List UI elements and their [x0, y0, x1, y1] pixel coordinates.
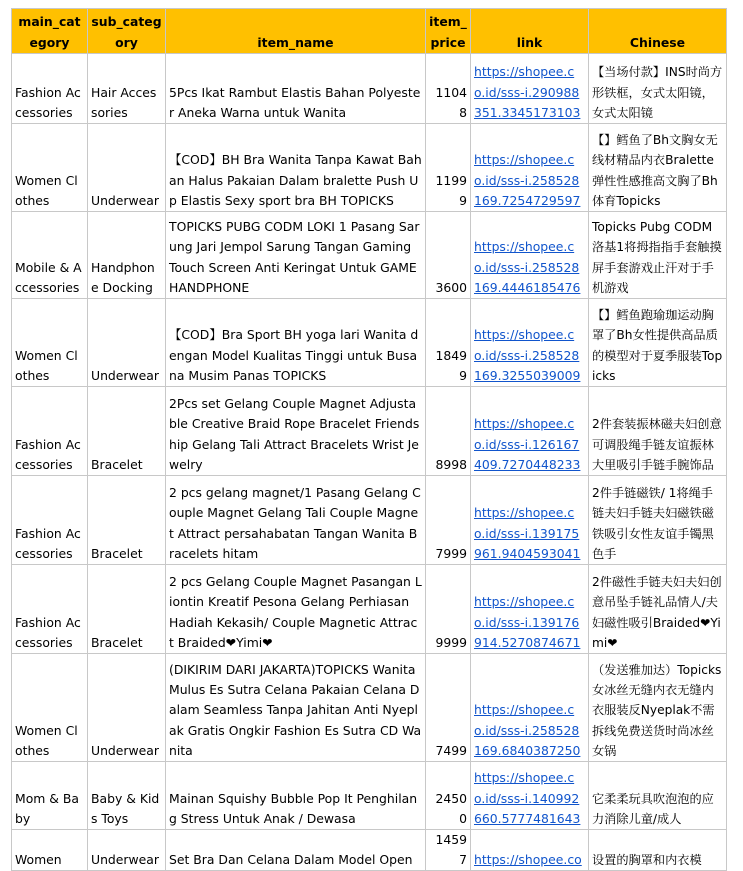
item-name-cell[interactable]: 2 pcs Gelang Couple Magnet Pasangan Liontin Kreatif Pesona Gelang Perhiasan Hadiah Kekasih/ Couple Magnetic Attract Braided❤Yimi❤: [166, 565, 426, 654]
main-category-cell[interactable]: Fashion Accessories: [12, 476, 88, 565]
table-row: [12, 387, 727, 476]
link-cell[interactable]: [471, 212, 589, 299]
table-row: [12, 212, 727, 299]
chinese-cell[interactable]: 2件磁性手链夫妇夫妇创意吊坠手链礼品情人/夫妇磁性吸引Braided❤Yimi❤: [589, 565, 727, 654]
sub-category-cell[interactable]: Bracelet: [88, 387, 166, 476]
header-item-name[interactable]: item_name: [166, 9, 426, 54]
link-cell[interactable]: [471, 762, 589, 830]
item-price-cell[interactable]: 14597: [426, 830, 471, 871]
product-link[interactable]: https://shopee.co.id/sss-i.139176914.5270874671: [474, 594, 581, 650]
link-cell[interactable]: [471, 54, 589, 124]
table-row: [12, 654, 727, 762]
item-name-cell[interactable]: Mainan Squishy Bubble Pop It Penghilang Stress Untuk Anak / Dewasa: [166, 762, 426, 830]
table-row: [12, 299, 727, 387]
chinese-cell[interactable]: 【当场付款】INS时尚方形铁框，女式太阳镜，女式太阳镜: [589, 54, 727, 124]
chinese-cell[interactable]: 【】鳕鱼了Bh文胸女无线材精品内衣Bralette弹性性感推高文胸了Bh体育Topicks: [589, 124, 727, 212]
chinese-cell[interactable]: 2件手链磁铁/ 1将绳手链夫妇手链夫妇磁铁磁铁吸引女性友谊手镯黑色手: [589, 476, 727, 565]
header-link[interactable]: link: [471, 9, 589, 54]
main-category-cell[interactable]: Fashion Accessories: [12, 565, 88, 654]
product-link[interactable]: https://shopee.co.id/sss-i.258528169.3255039009: [474, 327, 581, 383]
item-name-cell[interactable]: 【COD】BH Bra Wanita Tanpa Kawat Bahan Halus Pakaian Dalam bralette Push Up Elastis Sexy sport bra BH TOPICKS: [166, 124, 426, 212]
sub-category-cell[interactable]: Underwear: [88, 124, 166, 212]
item-name-cell[interactable]: TOPICKS PUBG CODM LOKI 1 Pasang Sarung Jari Jempol Sarung Tangan Gaming Touch Screen Anti Keringat Untuk GAME HANDPHONE: [166, 212, 426, 299]
table-row: [12, 54, 727, 124]
chinese-cell[interactable]: 2件套装振林磁夫妇创意可调股绳手链友谊振林大里吸引手链手腕饰品: [589, 387, 727, 476]
sub-category-cell[interactable]: Underwear: [88, 299, 166, 387]
table-row: [12, 565, 727, 654]
product-link[interactable]: https://shopee.co.id/sss-i.126167409.7270448233: [474, 416, 581, 472]
chinese-cell[interactable]: Topicks Pubg CODM 洛基1将拇指指手套触摸屏手套游戏止汗对于手机游戏: [589, 212, 727, 299]
header-sub-category[interactable]: sub_category: [88, 9, 166, 54]
header-main-category[interactable]: main_category: [12, 9, 88, 54]
chinese-cell[interactable]: 【】鳕鱼跑瑜珈运动胸罩了Bh女性提供高品质的模型对于夏季服装Topicks: [589, 299, 727, 387]
header-item-price[interactable]: item_price: [426, 9, 471, 54]
product-link[interactable]: https://shopee.co.id/sss-i.258528169.4446185476: [474, 239, 581, 295]
product-link[interactable]: https://shopee.co.id/sss-i.140992660.5777481643: [474, 770, 581, 826]
item-name-cell[interactable]: 2 pcs gelang magnet/1 Pasang Gelang Couple Magnet Gelang Tali Couple Magnet Attract persahabatan Tangan Wanita Bracelets hitam: [166, 476, 426, 565]
sub-category-cell[interactable]: Bracelet: [88, 565, 166, 654]
table-row: [12, 124, 727, 212]
item-price-cell[interactable]: 9999: [426, 565, 471, 654]
main-category-cell[interactable]: Fashion Accessories: [12, 54, 88, 124]
link-cell[interactable]: [471, 830, 589, 871]
item-name-cell[interactable]: 5Pcs Ikat Rambut Elastis Bahan Polyester Aneka Warna untuk Wanita: [166, 54, 426, 124]
main-category-cell[interactable]: Fashion Accessories: [12, 387, 88, 476]
chinese-cell[interactable]: 它柔柔玩具吹泡泡的应力消除儿童/成人: [589, 762, 727, 830]
product-link[interactable]: https://shopee.co: [474, 852, 582, 868]
product-link[interactable]: https://shopee.co.id/sss-i.258528169.7254729597: [474, 152, 581, 208]
link-cell[interactable]: [471, 565, 589, 654]
spreadsheet-table: [11, 8, 727, 871]
product-link[interactable]: https://shopee.co.id/sss-i.139175961.9404593041: [474, 505, 581, 561]
item-name-cell[interactable]: 【COD】Bra Sport BH yoga lari Wanita dengan Model Kualitas Tinggi untuk Busana Musim Panas TOPICKS: [166, 299, 426, 387]
sub-category-cell[interactable]: Underwear: [88, 654, 166, 762]
item-name-cell[interactable]: Set Bra Dan Celana Dalam Model Open: [166, 830, 426, 871]
main-category-cell[interactable]: Women: [12, 830, 88, 871]
chinese-cell[interactable]: （发送雅加达）Topicks女冰丝无缝内衣无缝内衣服装反Nyeplak不需拆线免费送货时尚冰丝女锅: [589, 654, 727, 762]
item-price-cell[interactable]: 11048: [426, 54, 471, 124]
main-category-cell[interactable]: Mom & Baby: [12, 762, 88, 830]
item-price-cell[interactable]: 7999: [426, 476, 471, 565]
main-category-cell[interactable]: Women Clothes: [12, 124, 88, 212]
item-price-cell[interactable]: 3600: [426, 212, 471, 299]
sub-category-cell[interactable]: Handphone Docking: [88, 212, 166, 299]
main-category-cell[interactable]: Mobile & Accessories: [12, 212, 88, 299]
sub-category-cell[interactable]: Bracelet: [88, 476, 166, 565]
link-cell[interactable]: [471, 299, 589, 387]
main-category-cell[interactable]: Women Clothes: [12, 654, 88, 762]
product-link[interactable]: https://shopee.co.id/sss-i.290988351.3345173103: [474, 64, 581, 120]
header-chinese[interactable]: Chinese: [589, 9, 727, 54]
link-cell[interactable]: [471, 654, 589, 762]
sub-category-cell[interactable]: Hair Accessories: [88, 54, 166, 124]
item-price-cell[interactable]: 8998: [426, 387, 471, 476]
main-category-cell[interactable]: Women Clothes: [12, 299, 88, 387]
table-row: [12, 830, 727, 871]
table-row: [12, 762, 727, 830]
link-cell[interactable]: [471, 124, 589, 212]
item-price-cell[interactable]: 18499: [426, 299, 471, 387]
item-price-cell[interactable]: 7499: [426, 654, 471, 762]
item-price-cell[interactable]: 24500: [426, 762, 471, 830]
item-name-cell[interactable]: 2Pcs set Gelang Couple Magnet Adjustable Creative Braid Rope Bracelet Friendship Gelang Tali Attract Bracelets Wrist Jewelry: [166, 387, 426, 476]
header-row: [12, 9, 727, 54]
link-cell[interactable]: [471, 387, 589, 476]
table-row: [12, 476, 727, 565]
item-price-cell[interactable]: 11999: [426, 124, 471, 212]
chinese-cell[interactable]: 设置的胸罩和内衣模: [589, 830, 727, 871]
product-link[interactable]: https://shopee.co.id/sss-i.258528169.6840387250: [474, 702, 581, 758]
sub-category-cell[interactable]: Underwear: [88, 830, 166, 871]
sub-category-cell[interactable]: Baby & Kids Toys: [88, 762, 166, 830]
link-cell[interactable]: [471, 476, 589, 565]
item-name-cell[interactable]: (DIKIRIM DARI JAKARTA)TOPICKS Wanita Mulus Es Sutra Celana Pakaian Celana Dalam Seamless Tanpa Jahitan Anti Nyeplak Gratis Ongkir Fashion Es Sutra CD Wanita: [166, 654, 426, 762]
